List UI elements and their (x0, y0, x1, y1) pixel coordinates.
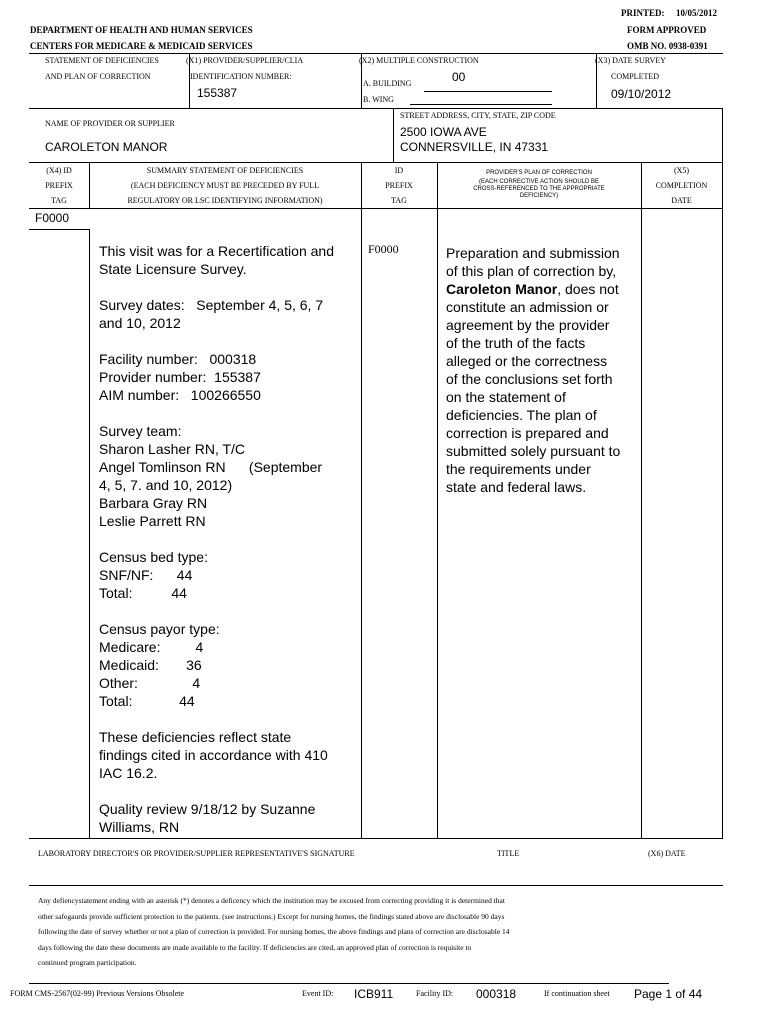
multiple-construction-value: 00 (452, 70, 466, 84)
summary-line (99, 782, 334, 800)
summary-line: Facility number: 000318 (99, 351, 257, 367)
signature-label: LABORATORY DIRECTOR'S OR PROVIDER/SUPPLIER REPRESENTATIVE'S SIGNATURE (38, 849, 355, 858)
rule (29, 53, 723, 54)
summary-line: This visit was for a Recertification and (99, 243, 334, 259)
provider-name: CAROLETON MANOR (45, 140, 168, 154)
dept-title: DEPARTMENT OF HEALTH AND HUMAN SERVICES (30, 25, 253, 35)
summary-line: and 10, 2012 (99, 315, 181, 331)
x3-label: COMPLETED (611, 72, 659, 81)
printed-date: 10/05/2012 (676, 8, 718, 18)
plan-line: submitted solely pursuant to (446, 443, 621, 459)
summary-line: AIM number: 100266550 (99, 387, 261, 403)
disclaimer-line: other safegaurds provide sufficient protection to the patients. (see instructions.) Except for nursing homes, the findings stated above are disclosable 90 days (38, 911, 505, 921)
summary-header: (EACH DEFICIENCY MUST BE PRECEDED BY FULL (130, 181, 320, 190)
address-line-2: CONNERSVILLE, IN 47331 (400, 140, 549, 154)
x4-header: TAG (51, 196, 67, 205)
disclaimer-line: continued program participation. (38, 958, 137, 967)
plan-line: of this plan of correction by, (446, 263, 617, 279)
summary-line (99, 404, 334, 422)
plan-line: of the truth of the facts (446, 335, 586, 351)
rule (29, 229, 89, 230)
x1-label: (X1) PROVIDER/SUPPLIER/CLIA (186, 56, 304, 65)
x5-header: (X5) (673, 166, 690, 175)
building-label: A. BUILDING (363, 79, 412, 88)
summary-line: Sharon Lasher RN, T/C (99, 441, 246, 457)
rule (29, 162, 723, 163)
summary-line: Medicaid: 36 (99, 657, 202, 673)
summary-line (99, 530, 334, 548)
summary-header: REGULATORY OR LSC IDENTIFYING INFORMATION) (127, 196, 323, 205)
summary-line: SNF/NF: 44 (99, 567, 193, 583)
rule (29, 838, 723, 839)
plan-line: Preparation and submission (446, 245, 620, 261)
summary-line: Quality review 9/18/12 by Suzanne (99, 801, 316, 817)
rule (29, 885, 723, 886)
address-label: STREET ADDRESS, CITY, STATE, ZIP CODE (400, 111, 556, 120)
rule (29, 983, 669, 984)
x3-label: (X3) DATE SURVEY (595, 56, 666, 65)
rule (641, 162, 642, 838)
address-line-1: 2500 IOWA AVE (400, 125, 487, 139)
summary-line: Survey team: (99, 423, 182, 439)
x4-header: PREFIX (45, 181, 73, 190)
summary-header: SUMMARY STATEMENT OF DEFICIENCIES (146, 166, 304, 175)
provider-id: 155387 (197, 86, 238, 100)
wing-label: B. WING (363, 95, 394, 104)
wing-rule (410, 104, 552, 105)
plan-line: state and federal laws. (446, 479, 587, 495)
form-approved: FORM APPROVED (627, 25, 707, 35)
summary-line: Barbara Gray RN (99, 495, 208, 511)
rule (361, 162, 362, 838)
plan-line-rest: , does not (557, 281, 619, 297)
survey-completed-date: 09/10/2012 (611, 87, 672, 101)
summary-line: findings cited in accordance with 410 (99, 747, 328, 763)
summary-line: 4, 5, 7. and 10, 2012) (99, 477, 233, 493)
rule (29, 108, 723, 109)
plan-header: (EACH CORRECTIVE ACTION SHOULD BE (478, 179, 600, 185)
event-id: ICB911 (354, 987, 394, 1001)
x4-header: (X4) ID (46, 166, 72, 175)
x1-label: IDENTIFICATION NUMBER: (190, 72, 292, 81)
summary-line: Other: 4 (99, 675, 201, 691)
printed-label: PRINTED: (621, 8, 665, 18)
tag-left: F0000 (35, 211, 70, 225)
rule (393, 108, 394, 162)
plan-line: the requirements under (446, 461, 591, 477)
summary-line (99, 710, 334, 728)
facility-id-label: Facility ID: (416, 989, 454, 998)
id-header: PREFIX (385, 181, 413, 190)
x5-header: DATE (671, 196, 692, 205)
plan-line: constitute an admission or (446, 299, 609, 315)
plan-line: alleged or the correctness (446, 353, 608, 369)
id-header: TAG (391, 196, 407, 205)
rule (437, 162, 438, 838)
summary-line: Angel Tomlinson RN (September (99, 459, 323, 475)
summary-line: Leslie Parrett RN (99, 513, 206, 529)
summary-line: State Licensure Survey. (99, 261, 247, 277)
plan-line: agreement by the provider (446, 317, 610, 333)
rule (722, 162, 723, 838)
disclaimer (38, 893, 510, 971)
facility-id: 000318 (476, 987, 517, 1001)
summary-line: Williams, RN (99, 819, 180, 835)
page-number: Page 1 of 44 (634, 987, 703, 1001)
event-id-label: Event ID: (302, 989, 334, 998)
plan-header: DEFICIENCY) (519, 193, 559, 199)
omb-number: OMB NO. 0938-0391 (627, 41, 708, 51)
x2-label: (X2) MULTIPLE CONSTRUCTION (359, 56, 479, 65)
provider-name-label: NAME OF PROVIDER OR SUPPLIER (45, 119, 175, 128)
summary-line (99, 332, 334, 350)
rule (722, 108, 723, 162)
summary-line: These deficiencies reflect state (99, 729, 292, 745)
summary-line: Medicare: 4 (99, 639, 204, 655)
plan-line (446, 280, 620, 298)
plan-header: PROVIDER'S PLAN OF CORRECTION (486, 170, 592, 176)
plan-line: of the conclusions set forth (446, 371, 613, 387)
disclaimer-line: days following the date these documents are made available to the facility. If deficiencies are cited, an approved plan of correction is requisite to (38, 942, 472, 952)
title-label: TITLE (497, 849, 520, 858)
id-header: ID (394, 166, 404, 175)
summary-line: Census payor type: (99, 621, 220, 637)
summary-text (99, 242, 334, 836)
summary-line: IAC 16.2. (99, 765, 158, 781)
x5-header: COMPLETION (655, 181, 708, 190)
facility-name: Caroleton Manor (446, 281, 558, 297)
tag-mid: F0000 (368, 242, 399, 256)
summary-line: Census bed type: (99, 549, 208, 565)
summary-line: Survey dates: September 4, 5, 6, 7 (99, 297, 324, 313)
plan-line: deficiencies. The plan of (446, 407, 597, 423)
summary-line: Total: 44 (99, 585, 187, 601)
rule (89, 229, 90, 838)
statement-label: STATEMENT OF DEFICIENCIES (45, 56, 159, 65)
centers-title: CENTERS FOR MEDICARE & MEDICAID SERVICES (30, 41, 253, 51)
x6-date-label: (X6) DATE (648, 849, 686, 858)
plan-text (446, 244, 620, 496)
plan-line: on the statement of (446, 389, 566, 405)
summary-line: Total: 44 (99, 693, 195, 709)
summary-line (99, 278, 334, 296)
summary-line: Provider number: 155387 (99, 369, 261, 385)
statement-label: AND PLAN OF CORRECTION (45, 72, 151, 81)
form-number: FORM CMS-2567(02-99) Previous Versions Obsolete (10, 989, 185, 998)
disclaimer-line: Any defiencystatement ending with an asterisk (*) denotes a deficency which the institution may be excused from correcting providing it is determined that (38, 896, 505, 905)
summary-line (99, 602, 334, 620)
building-rule (424, 91, 552, 92)
disclaimer-line: following the date of survey whether or not a plan of correction is provided. For nursing homes, the above findings and plans of correction are disclosable 14 (38, 927, 510, 936)
continuation-label: If continuation sheet (544, 989, 610, 998)
plan-line: correction is prepared and (446, 425, 609, 441)
rule (29, 208, 723, 209)
plan-header: CROSS-REFERENCED TO THE APPROPRIATE (473, 186, 605, 192)
